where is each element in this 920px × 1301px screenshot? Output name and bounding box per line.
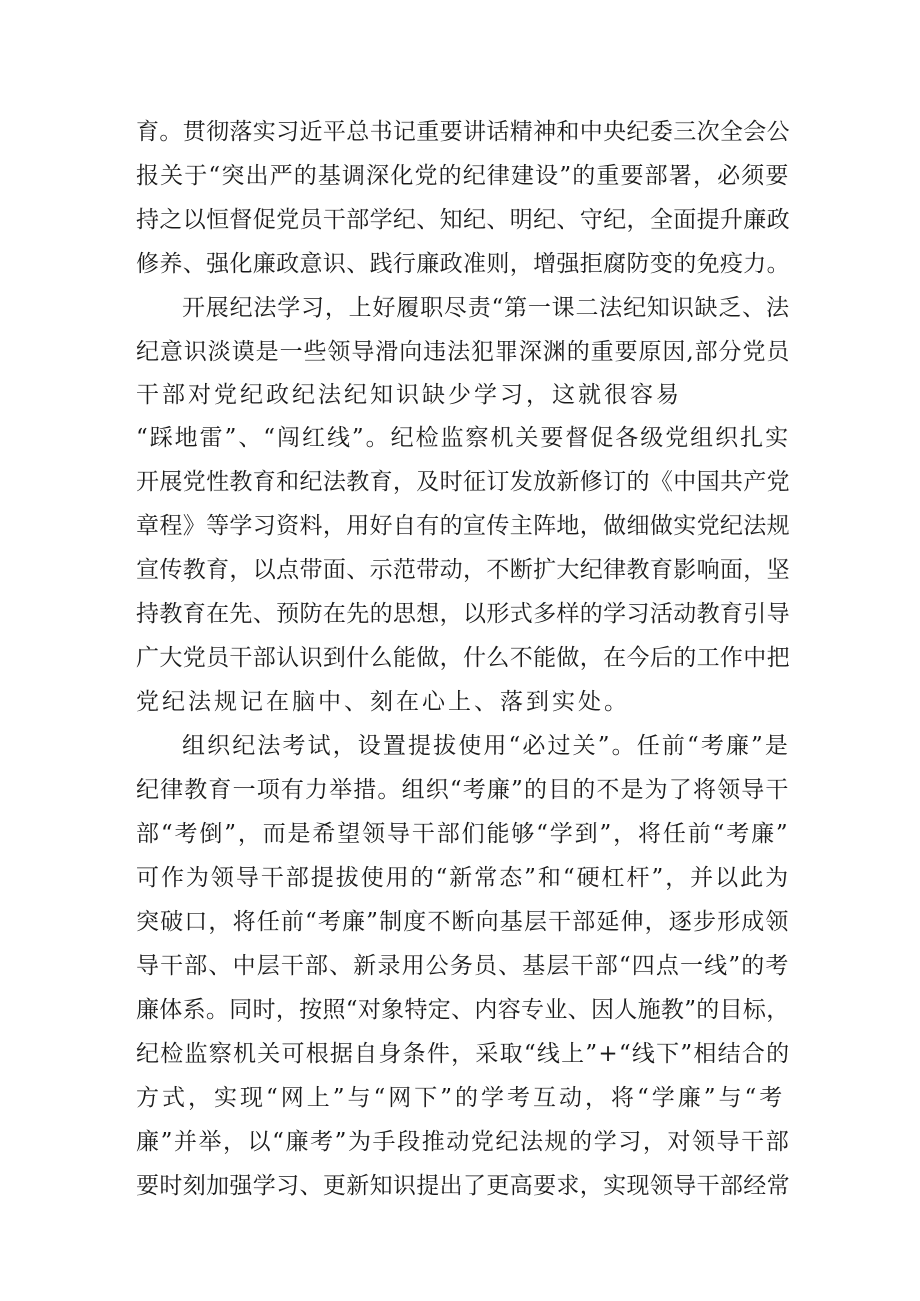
paragraph-start-line: 开展纪法学习，上好履职尽责“第一课二法纪知识缺乏、法 [182,295,790,321]
text-line: “踩地雷”、“闯红线”。纪检监察机关要督促各级党组织扎实 [136,425,791,451]
text-line: 纪意识淡谟是一些领导滑向违法犯罪深渊的重要原因,部分党员 [136,339,791,365]
text-line: 廉体系。同时，按照“对象特定、内容专业、因人施教”的目标， [136,997,790,1023]
text-line: 导干部、中层干部、新录用公务员、基层干部“四点一线”的考 [136,953,790,979]
text-line: 开展党性教育和纪法教育，及时征订发放新修订的《中国共产党 [136,469,790,495]
text-line: 部“考倒”，而是希望领导干部们能够“学到”，将任前“考廉” [136,821,790,847]
text-line: 章程》等学习资料，用好自有的宣传主阵地，做细做实党纪法规 [136,513,790,539]
text-line: 可作为领导干部提拔使用的“新常态”和“硬杠杆”，并以此为 [136,865,791,891]
text-line: 方式，实现“网上”与“网下”的学考互动，将“学廉”与“考 [136,1085,786,1111]
text-line: 育。贯彻落实习近平总书记重要讲话精神和中央纪委三次全会公 [136,119,790,145]
text-line: 党纪法规记在脑中、刻在心上、落到实处。 [136,689,630,715]
text-line: 持之以恒督促党员干部学纪、知纪、明纪、守纪，全面提升廉政 [136,207,790,233]
text-line: 修养、强化廉政意识、践行廉政准则，增强拒腐防变的免疫力。 [136,251,790,277]
text-line: 广大党员干部认识到什么能做，什么不能做，在今后的工作中把 [136,645,790,671]
text-line: 纪律教育一项有力举措。组织“考廉”的目的不是为了将领导干 [136,777,790,803]
text-line: 宣传教育，以点带面、示范带动，不断扩大纪律教育影响面，坚 [136,557,790,583]
text-line: 干部对党纪政纪法纪知识缺少学习，这就很容易 [136,382,682,408]
paragraph-start-line: 组织纪法考试，设置提拔使用“必过关”。任前“考廉”是 [182,733,791,759]
text-line: 要时刻加强学习、更新知识提出了更高要求，实现领导干部经常 [136,1173,790,1199]
text-line: 纪检监察机关可根据自身条件，采取“线上”+“线下”相结合的 [136,1041,791,1067]
text-line: 持教育在先、预防在先的思想，以形式多样的学习活动教育引导 [136,601,790,627]
text-line: 突破口，将任前“考廉”制度不断向基层干部延伸，逐步形成领 [136,909,790,935]
text-line: 报关于“突出严的基调深化党的纪律建设”的重要部署，必须要 [136,163,790,189]
text-line: 廉”并举，以“廉考”为手段推动党纪法规的学习，对领导干部 [136,1129,791,1155]
